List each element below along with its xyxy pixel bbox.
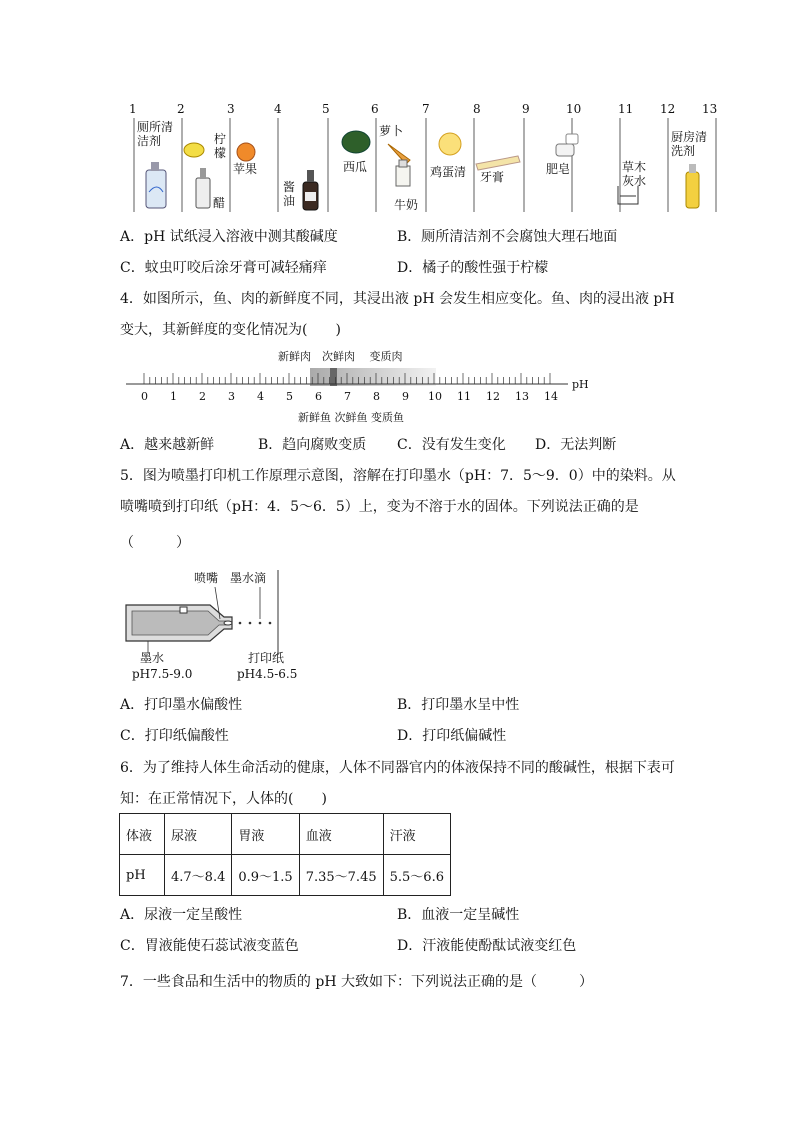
- q5-stem-line1: 5．图为喷墨打印机工作原理示意图，溶解在打印墨水（pH：7．5～9．0）中的染料。从: [120, 468, 676, 484]
- ph-number: 1: [129, 102, 137, 116]
- egg-icon: [439, 133, 461, 155]
- q3-option-d: D．橘子的酸性强于柠檬: [397, 260, 549, 276]
- milk-bottle-icon: [396, 160, 410, 186]
- label-milk: 牛奶: [394, 198, 419, 212]
- ph-number: 4: [274, 102, 282, 116]
- q6-stem-line2: 知：在正常情况下，人体的( ): [120, 791, 327, 807]
- label-kitchen-cleaner: 厨房清洗剂: [671, 130, 708, 158]
- q3-option-b: B．厕所清洁剂不会腐蚀大理石地面: [397, 229, 618, 245]
- label-radish: 萝卜: [379, 124, 404, 138]
- ph-scale-labels: [120, 390, 600, 406]
- table-row: [120, 855, 451, 896]
- ph-tick-label: 8: [373, 390, 380, 403]
- meat-labels: 新鲜肉 次鲜肉 变质肉: [278, 350, 403, 363]
- ph-number: 6: [371, 102, 379, 116]
- q4-option-a: A．越来越新鲜: [120, 437, 215, 453]
- ph-tick-label: 6: [315, 390, 322, 403]
- ph-tick-label: 2: [199, 390, 206, 403]
- ph-tick-label: 4: [257, 390, 264, 403]
- q3-option-a: A．pH 试纸浸入溶液中测其酸碱度: [120, 229, 338, 245]
- q4-option-d: D．无法判断: [535, 437, 617, 453]
- q6-stem-line1: 6．为了维持人体生命活动的健康，人体不同器官内的体液保持不同的酸碱性，根据下表可: [120, 760, 675, 776]
- table-cell: 血液: [299, 814, 383, 855]
- ph-number: 3: [227, 102, 235, 116]
- ph-number: 11: [618, 102, 634, 116]
- inkjet-figure: [120, 565, 320, 690]
- label-egg-white: 鸡蛋清: [430, 165, 467, 179]
- ph-number: 8: [473, 102, 481, 116]
- q6-option-b: B．血液一定呈碱性: [397, 907, 520, 923]
- ph-number: 7: [422, 102, 430, 116]
- table-cell: 4.7～8.4: [165, 855, 232, 896]
- label-plant-ash: 草木灰水: [622, 160, 647, 188]
- table-cell: 7.35～7.45: [299, 855, 383, 896]
- paper-label: 打印纸: [248, 651, 285, 665]
- body-fluid-ph-table: [119, 813, 451, 896]
- ph-number: 5: [322, 102, 330, 116]
- label-vinegar: 醋: [213, 196, 226, 210]
- ph-number: 10: [566, 102, 582, 116]
- ph-substances-figure: [120, 100, 730, 220]
- ph-tick-label: 10: [428, 390, 442, 403]
- ph-tick-label: 11: [457, 390, 471, 403]
- ph-tick-label: 14: [544, 390, 558, 403]
- label-lemon: 柠檬: [214, 132, 227, 160]
- beaker-icon: [618, 186, 638, 204]
- ink-drop-label: 墨水滴: [230, 571, 267, 585]
- q5-option-c: C．打印纸偏酸性: [120, 728, 229, 744]
- label-toilet-cleaner: 厕所清洁剂: [137, 120, 174, 148]
- paper-ph-label: pH4.5-6.5: [237, 667, 298, 681]
- apple-icon: [237, 143, 255, 161]
- watermelon-icon: [342, 131, 370, 153]
- soap-icon: [556, 134, 578, 156]
- table-cell: 汗液: [383, 814, 450, 855]
- table-cell: 体液: [120, 814, 165, 855]
- ph-tick-label: 5: [286, 390, 293, 403]
- ph-scale-figure: [120, 348, 600, 428]
- ph-tick-label: 9: [402, 390, 409, 403]
- table-cell: 5.5～6.6: [383, 855, 450, 896]
- table-cell: 尿液: [165, 814, 232, 855]
- ph-number: 2: [177, 102, 185, 116]
- ink-ph-label: pH7.5-9.0: [132, 667, 193, 681]
- q5-option-a: A．打印墨水偏酸性: [120, 697, 243, 713]
- ph-number: 13: [702, 102, 718, 116]
- q6-option-d: D．汗液能使酚酞试液变红色: [397, 938, 577, 954]
- ph-tick-label: 1: [170, 390, 177, 403]
- q7-stem: 7．一些食品和生活中的物质的 pH 大致如下：下列说法正确的是（ ）: [120, 974, 593, 990]
- table-cell: pH: [120, 855, 165, 896]
- kitchen-cleaner-bottle-icon: [686, 164, 699, 208]
- q4-option-c: C．没有发生变化: [397, 437, 506, 453]
- q6-option-c: C．胃液能使石蕊试液变蓝色: [120, 938, 299, 954]
- q4-stem-line1: 4．如图所示，鱼、肉的新鲜度不同，其浸出液 pH 会发生相应变化。鱼、肉的浸出液 pH: [120, 291, 675, 307]
- nozzle-label: 喷嘴: [194, 571, 219, 585]
- fish-labels: 新鲜鱼 次鲜鱼 变质鱼: [298, 411, 404, 424]
- label-watermelon: 西瓜: [343, 160, 368, 174]
- q5-stem-line2: 喷嘴喷到打印纸（pH：4．5～6．5）上，变为不溶于水的固体。下列说法正确的是: [120, 499, 639, 515]
- q6-option-a: A．尿液一定呈酸性: [120, 907, 243, 923]
- ph-number: 9: [522, 102, 530, 116]
- vinegar-bottle-icon: [196, 168, 210, 208]
- ph-tick-label: 7: [344, 390, 351, 403]
- label-soy-sauce: 酱油: [283, 180, 296, 208]
- ph-tick-label: 13: [515, 390, 529, 403]
- label-toothpaste: 牙膏: [480, 170, 505, 184]
- table-cell: 0.9～1.5: [232, 855, 299, 896]
- table-header-row: [120, 814, 451, 855]
- q3-option-c: C．蚊虫叮咬后涂牙膏可减轻痛痒: [120, 260, 327, 276]
- ph-number: 12: [660, 102, 676, 116]
- q4-stem-line2: 变大，其新鲜度的变化情况为( ): [120, 322, 341, 338]
- lemon-icon: [184, 143, 204, 157]
- table-cell: 胃液: [232, 814, 299, 855]
- ph-tick-label: 12: [486, 390, 500, 403]
- label-soap: 肥皂: [546, 162, 571, 176]
- q4-option-b: B．趋向腐败变质: [258, 437, 367, 453]
- label-apple: 苹果: [233, 162, 258, 176]
- ph-scale-bar: [120, 366, 600, 392]
- q5-option-d: D．打印纸偏碱性: [397, 728, 507, 744]
- soy-sauce-bottle-icon: [303, 170, 318, 210]
- ph-tick-label: 3: [228, 390, 235, 403]
- q5-option-b: B．打印墨水呈中性: [397, 697, 520, 713]
- ph-tick-label: 0: [141, 390, 148, 403]
- q5-stem-line3: （ ）: [120, 535, 190, 551]
- ph-axis-label: pH: [572, 378, 589, 391]
- toilet-cleaner-bottle-icon: [146, 162, 166, 208]
- ink-label: 墨水: [140, 651, 165, 665]
